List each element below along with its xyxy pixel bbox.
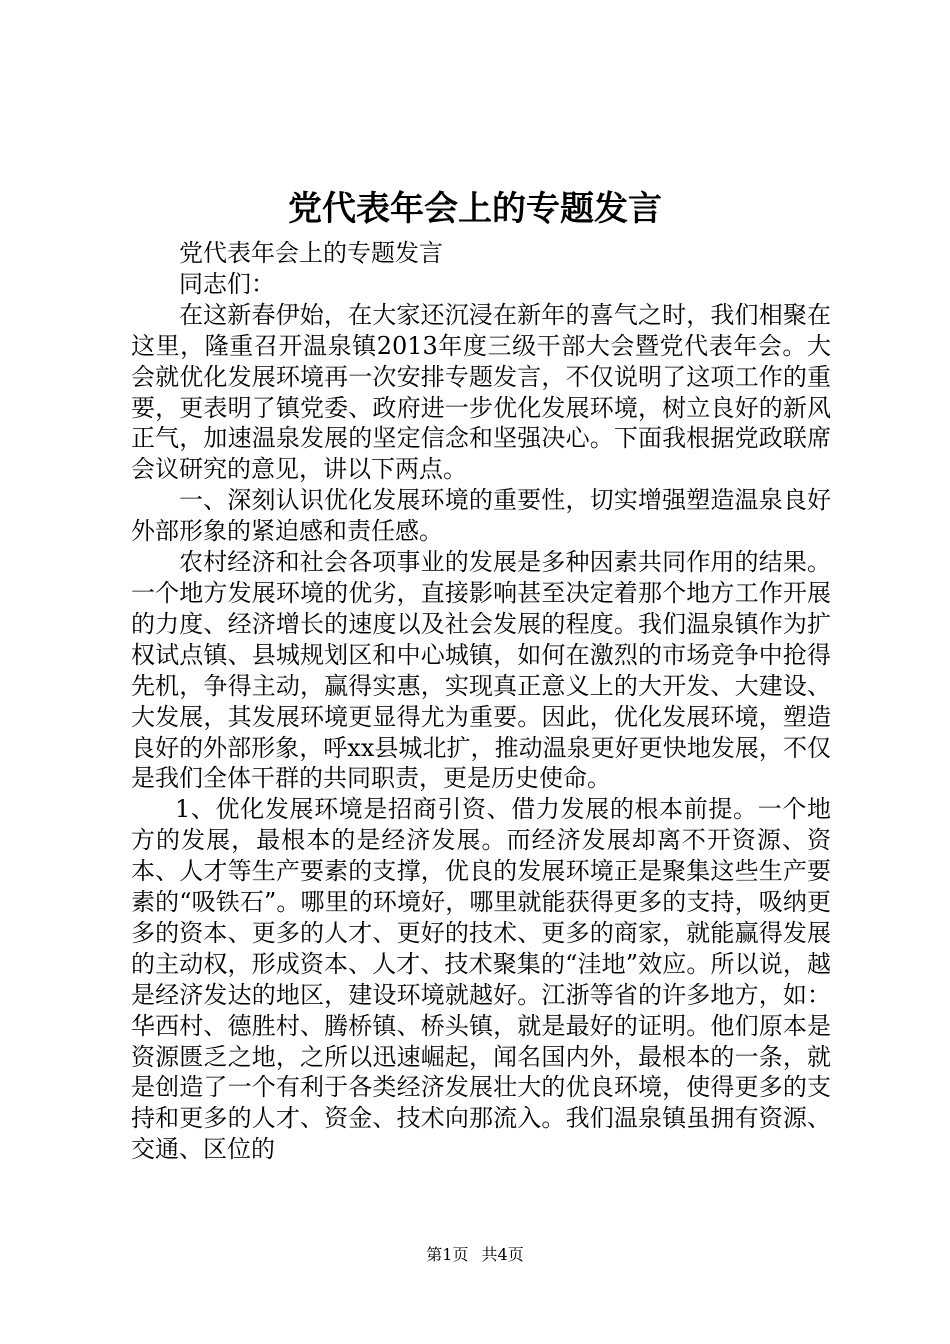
paragraph-section-heading: 一、深刻认识优化发展环境的重要性，切实增强塑造温泉良好外部形象的紧迫感和责任感。 — [131, 486, 831, 546]
paragraph-subtitle: 党代表年会上的专题发言 — [179, 239, 443, 267]
page-total: 共4页 — [481, 1245, 524, 1264]
paragraph-body: 农村经济和社会各项事业的发展是多种因素共同作用的结果。一个地方发展环境的优劣，直接影响甚至决定着那个地方工作开展的力度、经济增长的速度以及社会发展的程度。我们温泉镇作为扩权试点镇、县城规划区和中心城镇，如何在激烈的市场竞争中抢得先机，争得主动，赢得实惠，实现真正意义上的大开发、大建设、大发展，其发展环境更显得尤为重要。因此，优化发展环境，塑造良好的外部形象，呼xx县城北扩，推动温泉更好更快地发展，不仅是我们全体干群的共同职责，更是历史使命。 — [131, 548, 831, 793]
paragraph-intro: 在这新春伊始，在大家还沉浸在新年的喜气之时，我们相聚在这里，隆重召开温泉镇2013年度三级干部大会暨党代表年会。大会就优化发展环境再一次安排专题发言，不仅说明了这项工作的重要，更表明了镇党委、政府进一步优化发展环境，树立良好的新风正气，加速温泉发展的坚定信念和坚强决心。下面我根据党政联席会议研究的意见，讲以下两点。 — [131, 300, 831, 484]
document-title: 党代表年会上的专题发言 — [288, 189, 662, 229]
document-body — [131, 238, 831, 1165]
paragraph-point-1: 1、优化发展环境是招商引资、借力发展的根本前提。一个地方的发展，最根本的是经济发展。而经济发展却离不开资源、资本、人才等生产要素的支撑，优良的发展环境正是聚集这些生产要素的“吸铁石”。哪里的环境好，哪里就能获得更多的支持，吸纳更多的资本、更多的人才、更好的技术、更多的商家，就能赢得发展的主动权，形成资本、人才、技术聚集的“洼地”效应。所以说，越是经济发达的地区，建设环境就越好。江浙等省的许多地方，如：华西村、德胜村、腾桥镇、桥头镇，就是最好的证明。他们原本是资源匮乏之地，之所以迅速崛起，闻名国内外，最根本的一条，就是创造了一个有利于各类经济发展壮大的优良环境，使得更多的支持和更多的人才、资金、技术向那流入。我们温泉镇虽拥有资源、交通、区位的 — [131, 795, 831, 1164]
page-number: 第1页 — [426, 1245, 469, 1264]
paragraph-salutation: 同志们： — [179, 269, 275, 298]
page-footer — [0, 1244, 950, 1266]
